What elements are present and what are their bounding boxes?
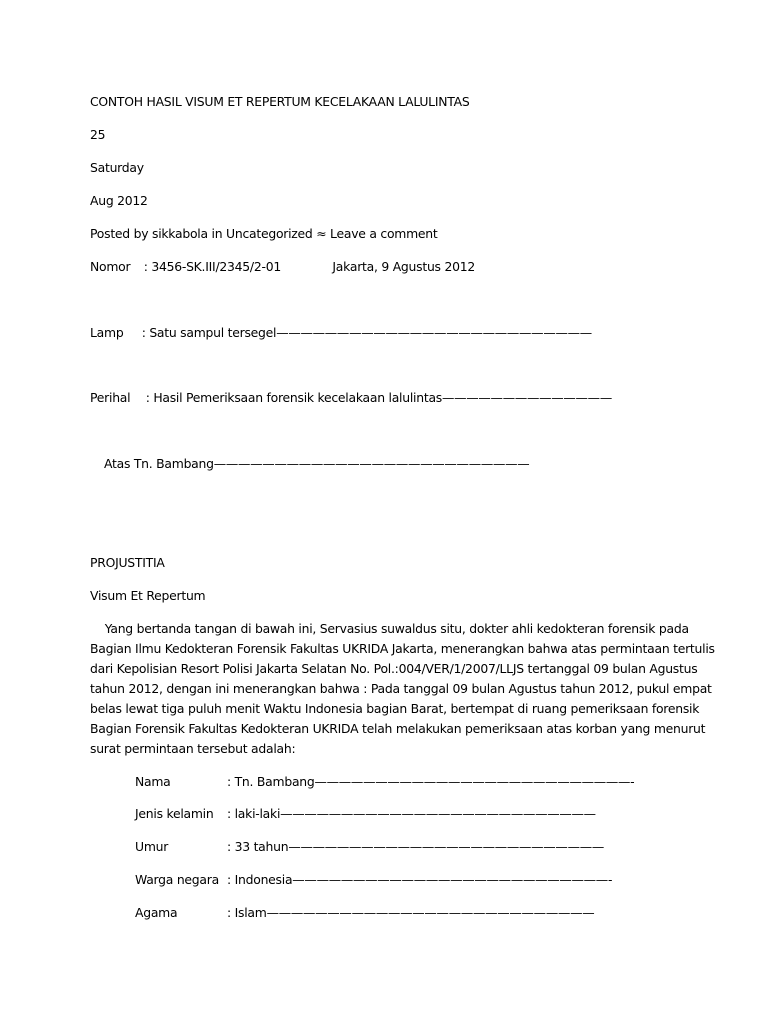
date-weekday: Saturday bbox=[90, 160, 144, 175]
posted-by-line: Posted by sikkabola in Uncategorized ≈ Leave a comment bbox=[90, 226, 438, 241]
field-value: : Indonesia——————————————————————————- bbox=[227, 872, 613, 887]
field-label: Umur bbox=[135, 839, 169, 854]
atas-line: Atas Tn. Bambang—————————————————————————— bbox=[104, 456, 530, 471]
lamp-label: Lamp bbox=[90, 325, 124, 340]
perihal-label: Perihal bbox=[90, 390, 131, 405]
field-label: Agama bbox=[135, 905, 178, 920]
body-paragraph bbox=[90, 619, 715, 759]
nomor-label: Nomor bbox=[90, 259, 131, 274]
lamp-line bbox=[90, 325, 592, 341]
lamp-value: : Satu sampul tersegel—————————————————————————— bbox=[141, 325, 592, 340]
document-title: CONTOH HASIL VISUM ET REPERTUM KECELAKAAN LALULINTAS bbox=[90, 94, 470, 109]
nomor-line bbox=[90, 259, 475, 275]
projustitia-heading: PROJUSTITIA bbox=[90, 555, 165, 570]
place-date: Jakarta, 9 Agustus 2012 bbox=[332, 259, 475, 274]
field-agama bbox=[135, 905, 594, 921]
paragraph-line: Bagian Forensik Fakultas Kedokteran UKRIDA telah melakukan pemeriksaan atas korban yang menurut bbox=[90, 721, 706, 736]
date-day: 25 bbox=[90, 127, 106, 142]
paragraph-line: tahun 2012, dengan ini menerangkan bahwa : Pada tanggal 09 bulan Agustus tahun 2012, pukul empat bbox=[90, 681, 712, 696]
field-value: : 33 tahun—————————————————————————— bbox=[227, 839, 604, 854]
paragraph-line: dari Kepolisian Resort Polisi Jakarta Selatan No. Pol.:004/VER/1/2007/LLJS tertanggal 09 bulan Agustus bbox=[90, 661, 698, 676]
field-label: Warga negara bbox=[135, 872, 219, 887]
visum-heading: Visum Et Repertum bbox=[90, 588, 206, 603]
field-label: Nama bbox=[135, 774, 171, 789]
field-nama bbox=[135, 774, 634, 790]
paragraph-line: Yang bertanda tangan di bawah ini, Servasius suwaldus situ, dokter ahli kedokteran forensik pada bbox=[90, 621, 689, 636]
perihal-value: : Hasil Pemeriksaan forensik kecelakaan lalulintas—————————————— bbox=[145, 390, 612, 405]
field-warga-negara bbox=[135, 872, 612, 888]
paragraph-line: belas lewat tiga puluh menit Waktu Indonesia bagian Barat, bertempat di ruang pemeriksaan forensik bbox=[90, 701, 700, 716]
paragraph-line: Bagian Ilmu Kedokteran Forensik Fakultas UKRIDA Jakarta, menerangkan bahwa atas permintaan tertulis bbox=[90, 641, 715, 656]
nomor-value: : 3456-SK.III/2345/2-01 bbox=[143, 259, 281, 274]
perihal-line bbox=[90, 390, 612, 406]
field-value: : Tn. Bambang——————————————————————————- bbox=[227, 774, 635, 789]
field-umur bbox=[135, 839, 604, 855]
field-jenis-kelamin bbox=[135, 806, 596, 822]
paragraph-line: surat permintaan tersebut adalah: bbox=[90, 741, 296, 756]
field-value: : laki-laki—————————————————————————— bbox=[227, 806, 596, 821]
field-label: Jenis kelamin bbox=[135, 806, 214, 821]
date-month-year: Aug 2012 bbox=[90, 193, 148, 208]
field-value: : Islam——————————————————————————— bbox=[227, 905, 595, 920]
